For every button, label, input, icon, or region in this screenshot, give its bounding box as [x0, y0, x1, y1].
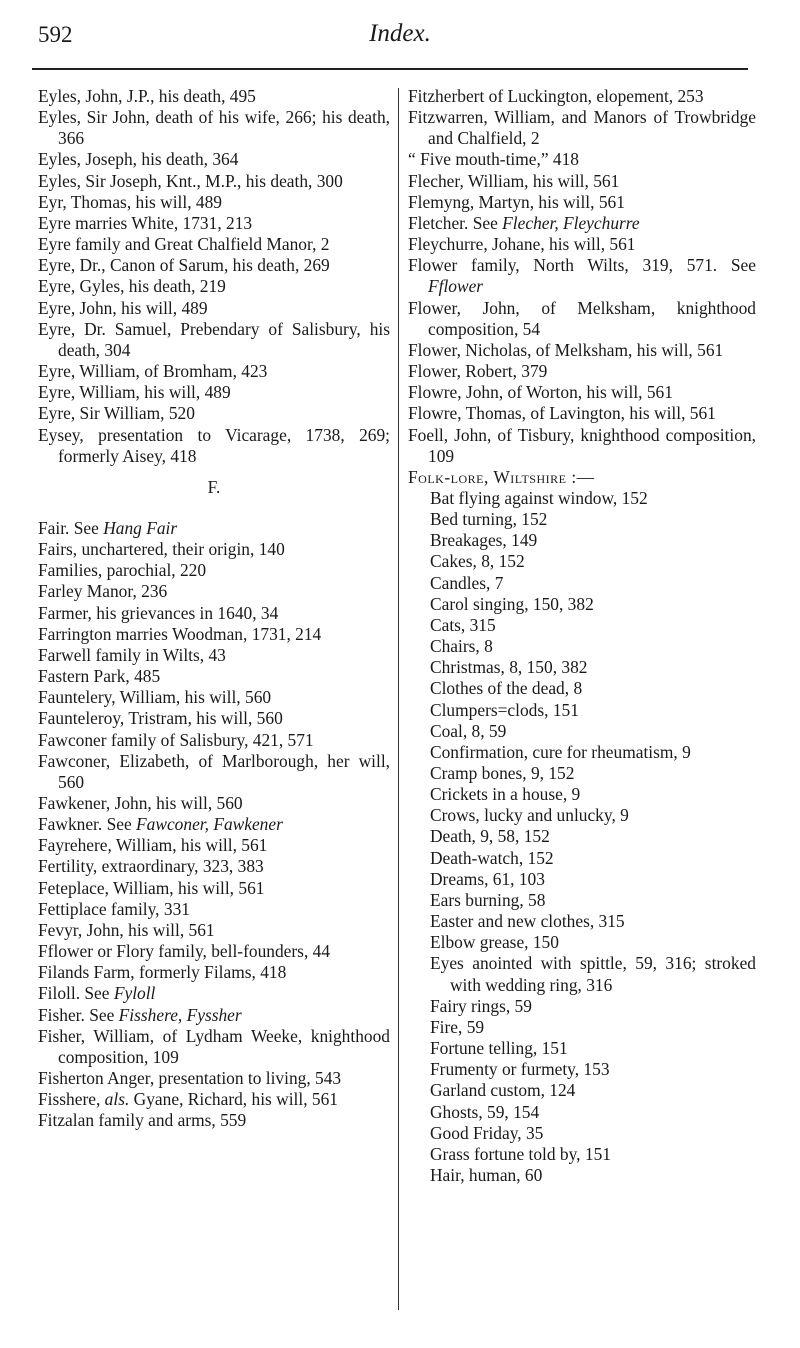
index-subentry: [408, 594, 756, 615]
entry-text: Clothes of the dead, 8: [430, 678, 583, 699]
index-entry: [38, 920, 390, 941]
entry-text: Bed turning, 152: [430, 509, 548, 530]
index-entry: [38, 708, 390, 729]
cross-reference: Fflower: [428, 276, 484, 297]
index-subentry: [408, 551, 756, 572]
entry-text: Dreams, 61, 103: [430, 868, 545, 889]
entry-text: Flower, John, of Melksham, knighthood composition, 54: [408, 297, 756, 339]
index-entry: [38, 687, 390, 708]
index-entry: [408, 107, 756, 149]
entry-text: Farrington marries Woodman, 1731, 214: [38, 623, 322, 644]
index-subentry: [408, 1102, 756, 1123]
index-subentry: [408, 869, 756, 890]
entry-text: Fitzwarren, William, and Manors of Trowbridge and Chalfield, 2: [408, 107, 756, 149]
entry-text: Eyes anointed with spittle, 59, 316; stroked with wedding ring, 316: [430, 953, 756, 995]
index-subentry: [408, 1123, 756, 1144]
cross-reference: Hang Fair: [103, 517, 178, 538]
cross-reference: Fyloll: [113, 983, 156, 1004]
entry-text: Garland custom, 124: [430, 1080, 576, 1101]
index-entry: [38, 403, 390, 424]
index-entry: [38, 276, 390, 297]
entry-text: Eyles, Sir John, death of his wife, 266; his death, 366: [38, 107, 390, 149]
entry-text: Cakes, 8, 152: [430, 551, 525, 572]
index-subentry: [408, 932, 756, 953]
entry-text: “ Five mouth-time,” 418: [408, 149, 579, 170]
entry-text: Easter and new clothes, 315: [430, 911, 625, 932]
index-entry: [38, 730, 390, 751]
index-entry: [38, 107, 390, 149]
index-entry: [38, 192, 390, 213]
section-heading: [38, 477, 390, 498]
index-subentry: [408, 678, 756, 699]
index-entry: [408, 340, 756, 361]
index-entry: [38, 899, 390, 920]
entry-text: Farmer, his grievances in 1640, 34: [38, 602, 279, 623]
cross-reference: als.: [104, 1089, 130, 1110]
entry-text: Crickets in a house, 9: [430, 784, 581, 805]
index-entry: [38, 1110, 390, 1131]
cross-reference: Flecher, Fleychurre: [502, 212, 640, 233]
index-subentry: [408, 573, 756, 594]
index-subentry: [408, 509, 756, 530]
running-title: Index.: [369, 20, 431, 47]
index-entry: [38, 645, 390, 666]
index-entry: [38, 983, 390, 1004]
index-entry: [408, 361, 756, 382]
index-subentry: [408, 1059, 756, 1080]
entry-text: Fisherton Anger, presentation to living, 543: [38, 1068, 342, 1089]
entry-text: Flower family, North Wilts, 319, 571. See: [408, 255, 756, 276]
index-entry: [408, 213, 756, 234]
index-subentry: [408, 488, 756, 509]
index-entry: [38, 1089, 390, 1110]
entry-text: Fortune telling, 151: [430, 1038, 568, 1059]
entry-text: Fflower or Flory family, bell-founders, 44: [38, 941, 331, 962]
entry-text: Christmas, 8, 150, 382: [430, 657, 588, 678]
index-subentry: [408, 996, 756, 1017]
entry-text: Fitzherbert of Luckington, elopement, 253: [408, 86, 704, 106]
index-entry: [38, 539, 390, 560]
entry-text: Eyre, Sir William, 520: [38, 403, 195, 424]
entry-text: F.: [207, 476, 221, 497]
entry-text: Farley Manor, 236: [38, 581, 168, 602]
index-entry: [38, 518, 390, 539]
index-entry: [38, 213, 390, 234]
index-subentry: [408, 1038, 756, 1059]
index-entry: [408, 255, 756, 297]
index-entry: [408, 382, 756, 403]
entry-text: Flower, Nicholas, of Melksham, his will, 561: [408, 339, 724, 360]
index-entry: [408, 403, 756, 424]
index-entry: [38, 1026, 390, 1068]
index-subentry: [408, 805, 756, 826]
entry-text: Eyles, Joseph, his death, 364: [38, 149, 239, 170]
entry-text: Families, parochial, 220: [38, 560, 207, 581]
index-subentry: [408, 848, 756, 869]
index-entry: [38, 878, 390, 899]
index-entry: [38, 793, 390, 814]
entry-text: Fawkner. See: [38, 814, 137, 835]
entry-text: Clumpers=clods, 151: [430, 699, 579, 720]
entry-text: Coal, 8, 59: [430, 720, 507, 741]
index-entry: [408, 467, 756, 488]
left-column: [38, 86, 390, 1132]
entry-text: Crows, lucky and unlucky, 9: [430, 805, 629, 826]
entry-text: Fertility, extraordinary, 323, 383: [38, 856, 264, 877]
entry-text: Confirmation, cure for rheumatism, 9: [430, 741, 691, 762]
entry-text: Fawkener, John, his will, 560: [38, 793, 243, 813]
entry-text: Hair, human, 60: [430, 1164, 543, 1185]
index-entry: [38, 751, 390, 793]
cross-reference: Fawconer, Fawkener: [136, 814, 283, 835]
index-entry: [38, 149, 390, 170]
entry-text: Faunteleroy, Tristram, his will, 560: [38, 708, 283, 729]
entry-text: Feteplace, William, his will, 561: [38, 877, 265, 898]
index-entry: [38, 382, 390, 403]
entry-text: Fitzalan family and arms, 559: [38, 1110, 247, 1131]
entry-text: Fire, 59: [430, 1016, 485, 1037]
entry-text: Fair. See: [38, 517, 104, 538]
column-divider: [398, 88, 399, 1310]
index-entry: [38, 1005, 390, 1026]
entry-text: Eysey, presentation to Vicarage, 1738, 269; formerly Aisey, 418: [38, 424, 390, 466]
entry-text: Folk-lore, Wiltshire :—: [408, 466, 595, 487]
entry-text: Fairy rings, 59: [430, 995, 532, 1016]
entry-text: Fisshere,: [38, 1089, 105, 1110]
index-entry: [38, 1068, 390, 1089]
entry-text: Eyre family and Great Chalfield Manor, 2: [38, 234, 330, 255]
entry-text: Fletcher. See: [408, 212, 503, 233]
index-entry: [408, 425, 756, 467]
entry-text: Fawconer family of Salisbury, 421, 571: [38, 729, 314, 750]
index-subentry: [408, 1165, 756, 1186]
index-subentry: [408, 890, 756, 911]
entry-text: Ghosts, 59, 154: [430, 1101, 540, 1122]
entry-text: Death, 9, 58, 152: [430, 826, 550, 847]
index-subentry: [408, 953, 756, 995]
index-entry: [408, 86, 756, 107]
entry-text: Eyre, Dr., Canon of Sarum, his death, 269: [38, 255, 330, 276]
index-subentry: [408, 1017, 756, 1038]
entry-text: Cramp bones, 9, 152: [430, 763, 575, 783]
index-entry: [38, 234, 390, 255]
entry-text: Fisher, William, of Lydham Weeke, knighthood composition, 109: [38, 1025, 390, 1067]
index-subentry: [408, 657, 756, 678]
entry-text: Eyre, William, of Bromham, 423: [38, 361, 268, 382]
entry-text: Ears burning, 58: [430, 889, 546, 910]
entry-text: Candles, 7: [430, 572, 504, 593]
index-entry: [38, 86, 390, 107]
entry-text: Fisher. See: [38, 1004, 119, 1025]
index-entry: [38, 560, 390, 581]
index-entry: [408, 149, 756, 170]
index-subentry: [408, 700, 756, 721]
index-subentry: [408, 721, 756, 742]
entry-text: Flowre, Thomas, of Lavington, his will, 561: [408, 403, 716, 424]
entry-text: Breakages, 149: [430, 530, 538, 551]
entry-text: Eyre, John, his will, 489: [38, 297, 208, 318]
index-entry: [38, 856, 390, 877]
entry-text: Bat flying against window, 152: [430, 487, 648, 508]
entry-text: Frumenty or furmety, 153: [430, 1059, 610, 1080]
entry-text: Eyre, Dr. Samuel, Prebendary of Salisbury, his death, 304: [38, 318, 390, 360]
index-subentry: [408, 763, 756, 784]
entry-text: Fawconer, Elizabeth, of Marlborough, her will, 560: [38, 750, 390, 792]
header-rule: [32, 68, 748, 70]
entry-text: Flower, Robert, 379: [408, 361, 548, 382]
entry-text: Fastern Park, 485: [38, 666, 161, 687]
entry-text: Fevyr, John, his will, 561: [38, 919, 215, 940]
index-entry: [38, 298, 390, 319]
index-entry: [38, 603, 390, 624]
index-entry: [38, 666, 390, 687]
index-entry: [38, 171, 390, 192]
index-entry: [408, 171, 756, 192]
entry-text: Elbow grease, 150: [430, 932, 559, 953]
index-entry: [38, 941, 390, 962]
index-entry: [38, 814, 390, 835]
entry-text: Chairs, 8: [430, 636, 493, 657]
entry-text: Filands Farm, formerly Filams, 418: [38, 962, 287, 983]
entry-text: Grass fortune told by, 151: [430, 1143, 611, 1164]
entry-text: Flowre, John, of Worton, his will, 561: [408, 382, 673, 403]
entry-text: Eyre, Gyles, his death, 219: [38, 276, 226, 297]
index-subentry: [408, 530, 756, 551]
index-entry: [408, 234, 756, 255]
page-number: 592: [38, 22, 73, 47]
entry-text: Cats, 315: [430, 614, 496, 635]
index-entry: [38, 962, 390, 983]
entry-text: Eyr, Thomas, his will, 489: [38, 191, 222, 212]
entry-text: Eyre marries White, 1731, 213: [38, 212, 253, 233]
index-subentry: [408, 636, 756, 657]
index-subentry: [408, 784, 756, 805]
index-subentry: [408, 911, 756, 932]
index-entry: [38, 835, 390, 856]
entry-text: Fleychurre, Johane, his will, 561: [408, 234, 636, 255]
entry-text: Flemyng, Martyn, his will, 561: [408, 191, 625, 212]
index-entry: [38, 361, 390, 382]
index-entry: [38, 624, 390, 645]
index-subentry: [408, 615, 756, 636]
index-entry: [38, 319, 390, 361]
entry-text: Death-watch, 152: [430, 847, 554, 868]
index-subentry: [408, 1080, 756, 1101]
entry-text: Farwell family in Wilts, 43: [38, 644, 226, 665]
entry-text: Fayrehere, William, his will, 561: [38, 835, 268, 856]
index-entry: [408, 298, 756, 340]
entry-text: Flecher, William, his will, 561: [408, 170, 620, 191]
index-entry: [408, 192, 756, 213]
index-subentry: [408, 826, 756, 847]
entry-text: Eyles, John, J.P., his death, 495: [38, 86, 256, 106]
index-subentry: [408, 1144, 756, 1165]
entry-text: Fauntelery, William, his will, 560: [38, 687, 272, 708]
entry-text: Eyles, Sir Joseph, Knt., M.P., his death, 300: [38, 170, 343, 191]
entry-text: Good Friday, 35: [430, 1122, 544, 1143]
index-subentry: [408, 742, 756, 763]
entry-text: Eyre, William, his will, 489: [38, 382, 231, 403]
entry-text: Carol singing, 150, 382: [430, 593, 594, 614]
right-column: [408, 86, 756, 1186]
index-entry: [38, 255, 390, 276]
index-entry: [38, 581, 390, 602]
entry-text: Foell, John, of Tisbury, knighthood composition, 109: [408, 424, 756, 466]
entry-text: Gyane, Richard, his will, 561: [129, 1089, 338, 1110]
entry-text: Fairs, unchartered, their origin, 140: [38, 539, 285, 560]
index-entry: [38, 425, 390, 467]
cross-reference: Fisshere, Fyssher: [118, 1004, 242, 1025]
entry-text: Fettiplace family, 331: [38, 898, 190, 919]
entry-text: Filoll. See: [38, 983, 114, 1004]
